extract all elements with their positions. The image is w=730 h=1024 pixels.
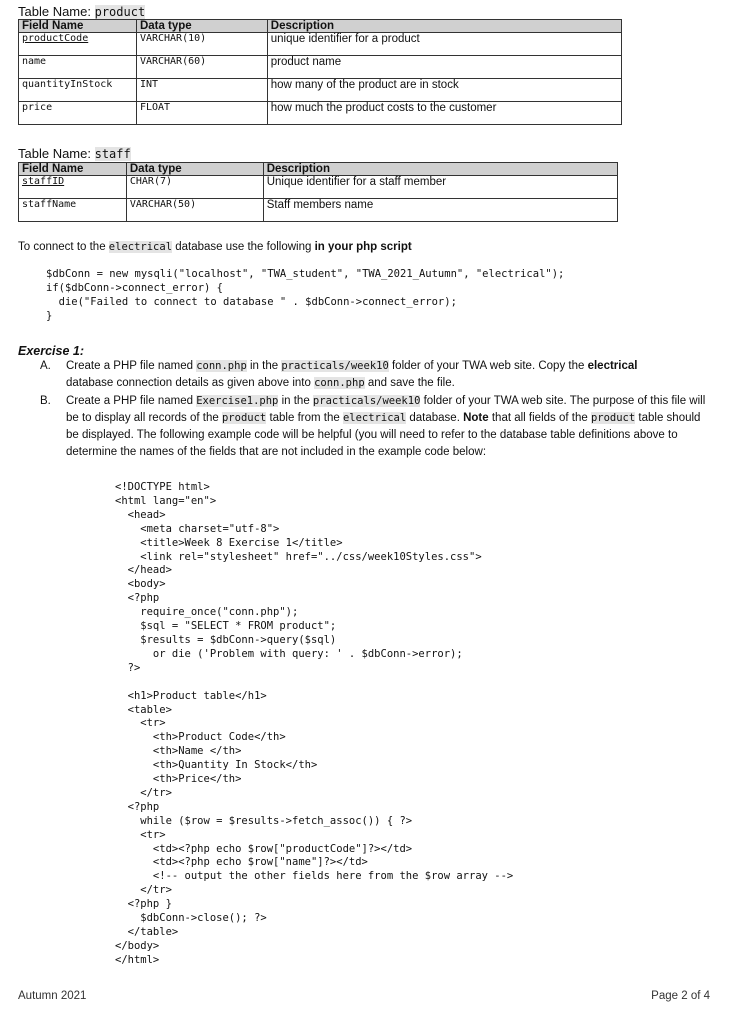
- data-type-cell: CHAR(7): [126, 176, 263, 199]
- table-header-row: [19, 163, 618, 176]
- field-name-cell: quantityInStock: [19, 79, 137, 102]
- description-cell: Unique identifier for a staff member: [263, 176, 617, 199]
- db-name: electrical: [342, 412, 407, 424]
- staff-definition-table: [18, 162, 618, 222]
- table-name-label: Table Name:: [18, 4, 95, 19]
- header-description: Description: [263, 163, 617, 176]
- page-number: Page 2 of 4: [651, 990, 710, 1002]
- table-row: [19, 176, 618, 199]
- table-name: staff: [94, 147, 131, 161]
- header-field-name: Field Name: [19, 163, 127, 176]
- text: To connect to the: [18, 241, 109, 253]
- header-field-name: Field Name: [19, 20, 137, 33]
- table-row: [19, 33, 622, 56]
- folder-path: practicals/week10: [312, 395, 421, 407]
- exercise-title: Exercise 1:: [18, 344, 85, 358]
- example-code-block: <!DOCTYPE html> <html lang="en"> <head> <meta charset="utf-8"> <title>Week 8 Exercise 1</title> <link rel="stylesheet" href="../css/week10Styles.css"> </head> <body> <?php require_once("conn.php"); $sql = "SELECT * FROM product"; $results = $dbConn->query($sql) or die ('Problem with query: ' . $dbConn->error); ?> <h1>Product table</h1> <table> <tr> <th>Product Code</th> <th>Name </th> <th>Quantity In Stock</th> <th>Price</th> </tr> <?php while ($row = $results->fetch_assoc()) { ?> <tr> <td><?php echo $row["productCode"]?></td> <td><?php echo $row["name"]?></td> <!-- output the other fields here from the $row array --> </tr> <?php } $dbConn->close(); ?> </table> </body> </html>: [115, 481, 514, 966]
- description-cell: product name: [267, 56, 621, 79]
- footer-term: Autumn 2021: [18, 990, 87, 1002]
- field-name-cell: price: [19, 102, 137, 125]
- table-header-row: [19, 20, 622, 33]
- data-type-cell: VARCHAR(50): [126, 199, 263, 222]
- bold-text: in your php script: [314, 241, 412, 253]
- item-label: A.: [40, 360, 51, 372]
- table-row: [19, 102, 622, 125]
- header-description: Description: [267, 20, 621, 33]
- data-type-cell: VARCHAR(60): [136, 56, 267, 79]
- item-text: Create a PHP file named conn.php in the practicals/week10 folder of your TWA web site. Copy the electrical database connection details as given above into conn.php and save the file.: [66, 360, 638, 389]
- product-table-title: [18, 4, 145, 19]
- filename: Exercise1.php: [196, 395, 279, 407]
- table-name: product: [590, 412, 636, 424]
- text: database use the following: [172, 241, 315, 253]
- data-type-cell: FLOAT: [136, 102, 267, 125]
- description-cell: how much the product costs to the customer: [267, 102, 621, 125]
- field-name-cell: staffID: [19, 176, 127, 199]
- table-name: product: [94, 5, 146, 19]
- table-row: [19, 79, 622, 102]
- header-data-type: Data type: [136, 20, 267, 33]
- data-type-cell: VARCHAR(10): [136, 33, 267, 56]
- db-name: electrical: [108, 241, 173, 253]
- table-row: [19, 199, 618, 222]
- table-name: product: [221, 412, 267, 424]
- description-cell: Staff members name: [263, 199, 617, 222]
- data-type-cell: INT: [136, 79, 267, 102]
- connection-code-block: $dbConn = new mysqli("localhost", "TWA_student", "TWA_2021_Autumn", "electrical"); if($dbConn->connect_error) { die("Failed to connect to database " . $dbConn->connect_error); }: [46, 268, 565, 322]
- filename: conn.php: [314, 377, 365, 389]
- item-text: Create a PHP file named Exercise1.php in the practicals/week10 folder of your TWA web site. The purpose of this file will be to display all records of the product table from the electrical database. Note that all fields of the product table should be displayed. The following example code will be helpful (you will need to refer to the database table definitions above to determine the names of the fields that are not included in the example code below:: [66, 395, 706, 458]
- field-name-cell: name: [19, 56, 137, 79]
- table-name-label: Table Name:: [18, 146, 95, 161]
- connect-instruction: [18, 241, 412, 253]
- description-cell: unique identifier for a product: [267, 33, 621, 56]
- filename: conn.php: [196, 360, 247, 372]
- item-label: B.: [40, 395, 51, 407]
- folder-path: practicals/week10: [281, 360, 389, 372]
- header-data-type: Data type: [126, 163, 263, 176]
- description-cell: how many of the product are in stock: [267, 79, 621, 102]
- field-name-cell: staffName: [19, 199, 127, 222]
- staff-table-title: [18, 146, 131, 161]
- product-definition-table: [18, 19, 622, 125]
- table-row: [19, 56, 622, 79]
- field-name-cell: productCode: [19, 33, 137, 56]
